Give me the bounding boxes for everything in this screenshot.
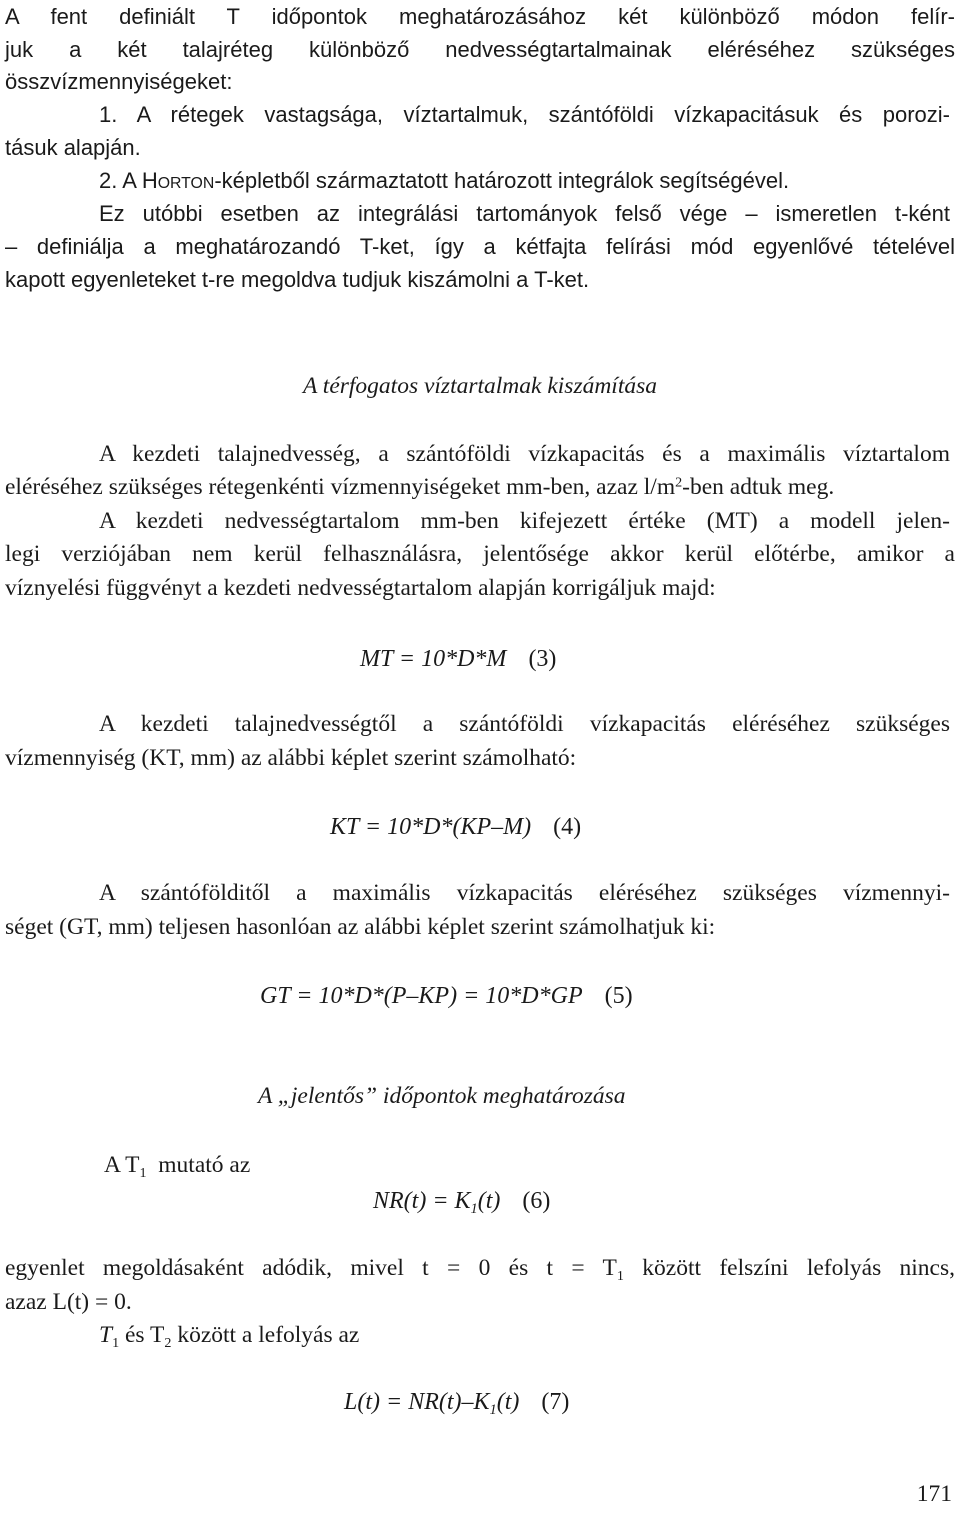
small-caps-name: ORTON — [157, 175, 215, 192]
para2-line-3: víznyelési függvényt a kezdeti nedvességtartalom alapján korrigáljuk majd: — [5, 575, 716, 601]
para3-line-2: vízmennyiség (KT, mm) az alábbi képlet szerint számolható: — [5, 745, 577, 771]
intro-line-3: összvízmennyiségeket: — [5, 69, 233, 94]
intro-line-1: A fent definiált T időpontok meghatározásához két különböző módon felír- — [5, 4, 955, 29]
intro-line-7: Ez utóbbi esetben az integrálási tartományok felső vége – ismeretlen t-ként — [99, 201, 950, 226]
para4-line-2: séget (GT, mm) teljesen hasonlóan az alábbi képlet szerint számolhatjuk ki: — [5, 914, 716, 940]
intro-line-8: – definiálja a meghatározandó T-ket, így a kétfajta felírási mód egyenlővé tételével — [5, 234, 955, 259]
para3-line-1: A kezdeti talajnedvességtől a szántóföldi vízkapacitás eléréséhez szükséges — [99, 711, 950, 737]
intro-line-2: juk a két talajréteg különböző nedvességtartalmainak eléréséhez szükséges — [5, 37, 955, 62]
equation-number: (4) — [553, 814, 582, 840]
section-title-1: A térfogatos víztartalmak kiszámítása — [302, 373, 658, 399]
para2-line-2: legi verziójában nem kerül felhasználásra, jelentősége akkor kerül előtérbe, amikor a — [5, 541, 955, 567]
para1-line-1: A kezdeti talajnedvesség, a szántóföldi vízkapacitás és a maximális víztartalom — [99, 441, 950, 467]
intro-line-9: kapott egyenleteket t-re megoldva tudjuk kiszámolni a T-ket. — [5, 267, 590, 292]
para2-line-1: A kezdeti nedvességtartalom mm-ben kifejezett értéke (MT) a modell jelen- — [99, 508, 950, 534]
intro-list-item-1-cont: tásuk alapján. — [5, 135, 141, 160]
intro-list-item-2: 2. A HORTON-képletből származtatott határozott integrálok segítségével. — [99, 168, 790, 193]
equation-number: (6) — [522, 1188, 551, 1214]
equation-6: $NR(t) = K_1(t)$ (6) — [373, 1188, 551, 1218]
equation-number: (5) — [604, 983, 633, 1009]
para5-line-2: azaz L(t) = 0. — [5, 1289, 132, 1315]
section-title-2: A „jelentős” időpontok meghatározása — [258, 1083, 626, 1109]
equation-4: KT = 10*D*(KP–M) (4) — [330, 814, 582, 840]
equation-number: (7) — [541, 1389, 570, 1415]
t1-intro: A $T_1$ mutató az — [104, 1152, 251, 1181]
equation-number: (3) — [528, 646, 557, 672]
intro-list-item-1: 1. A rétegek vastagsága, víztartalmuk, szántóföldi vízkapacitásuk és porozi- — [99, 102, 950, 127]
page-number: 171 — [916, 1481, 952, 1507]
para4-line-1: A szántófölditől a maximális vízkapacitás eléréséhez szükséges vízmennyi- — [99, 880, 950, 906]
para5-line-1: egyenlet megoldásaként adódik, mivel t = 0 és $t = T_1$ között felszíni lefolyás nincs, — [5, 1255, 956, 1284]
equation-5: GT = 10*D*(P–KP) = 10*D*GP (5) — [260, 983, 633, 1009]
para6: $T_1$ és $T_2$ között a lefolyás az — [99, 1322, 360, 1351]
equation-3: MT = 10*D*M (3) — [360, 646, 557, 672]
para1-line-2: eléréséhez szükséges rétegenkénti vízmennyiségeket mm-ben, azaz $l/m^2$-ben adtuk meg. — [5, 474, 835, 500]
equation-7: $L(t) = NR(t)-K_1(t)$ (7) — [344, 1389, 570, 1419]
